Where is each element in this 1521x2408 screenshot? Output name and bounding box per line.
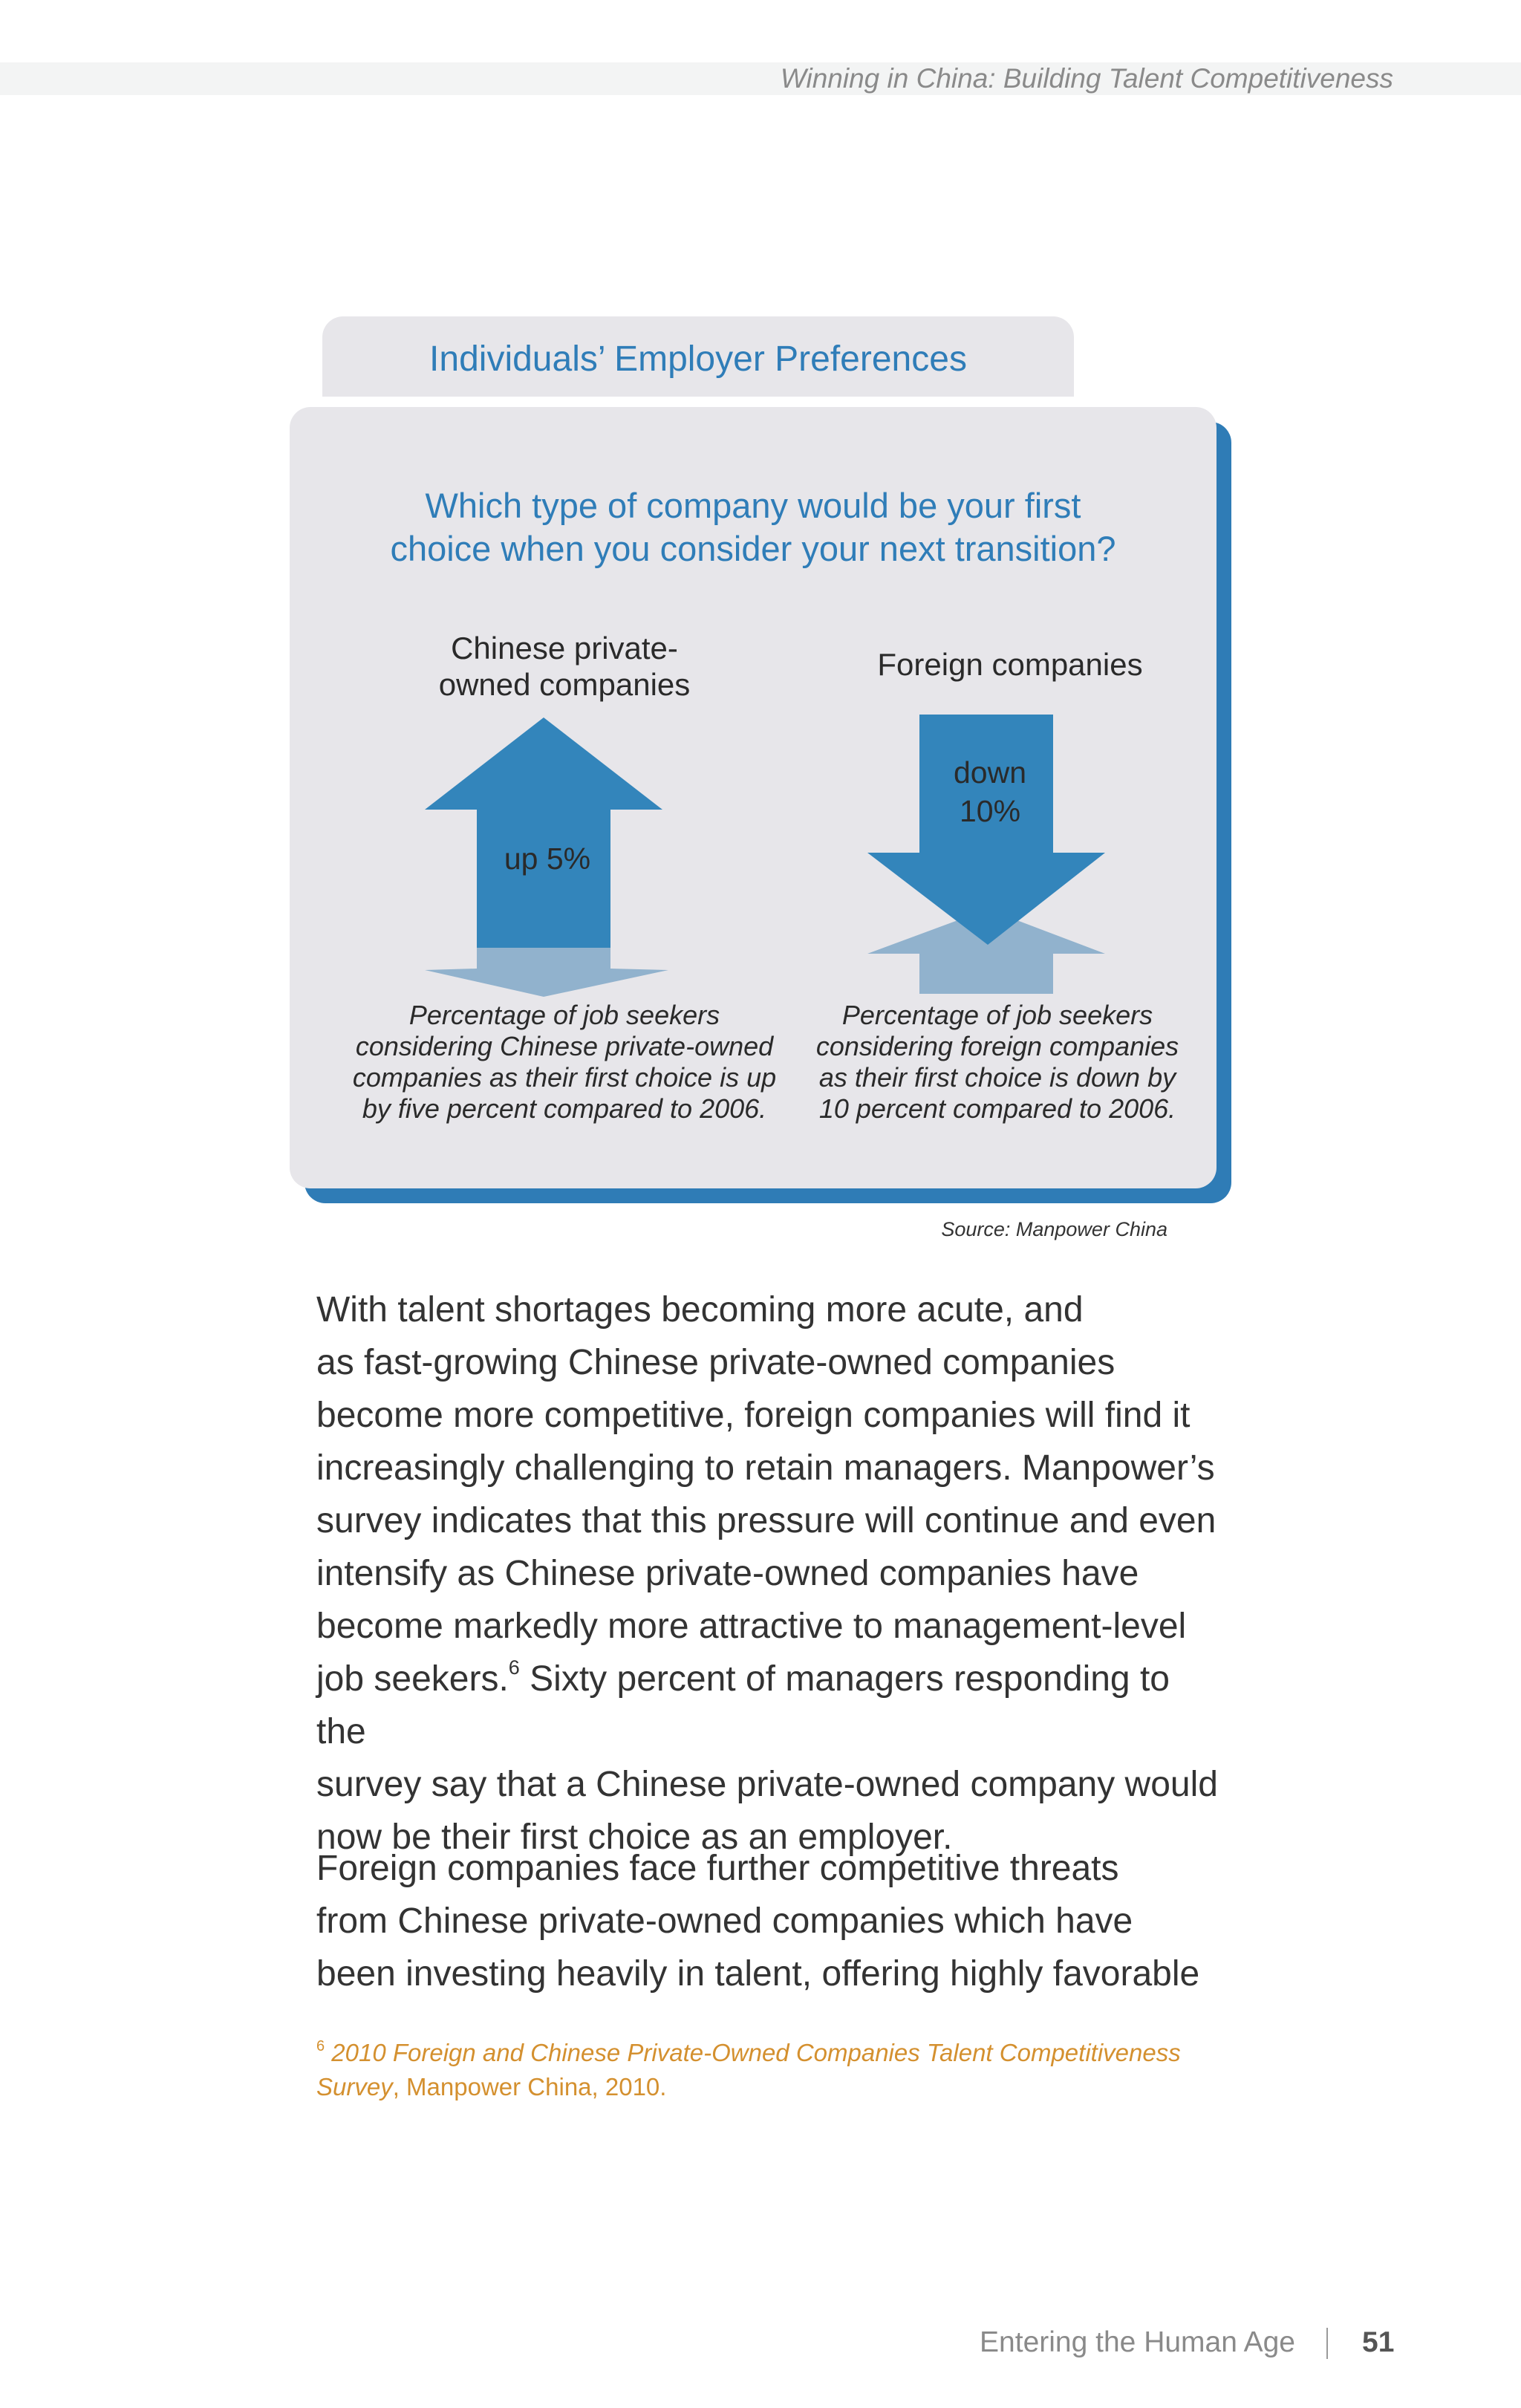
running-header: Winning in China: Building Talent Competitiveness	[780, 63, 1393, 94]
body-paragraph-1	[316, 1283, 1222, 1864]
panel-tab	[322, 316, 1074, 397]
body-line: increasingly challenging to retain managers. Manpower’s	[316, 1448, 1215, 1488]
title-line: owned companies	[438, 667, 691, 702]
down-arrow-label	[905, 753, 1075, 830]
caption-line: considering Chinese private-owned	[355, 1031, 774, 1061]
body-line: survey indicates that this pressure will continue and even	[316, 1501, 1217, 1540]
foreign-companies-title: Foreign companies	[877, 647, 1143, 682]
caption-line: as their first choice is down by	[818, 1062, 1176, 1093]
caption-line: Percentage of job seekers	[408, 1000, 720, 1030]
survey-question	[290, 484, 1217, 570]
chinese-companies-title	[386, 630, 743, 703]
footnote-title-end: Survey	[316, 2073, 393, 2101]
footnote	[316, 2036, 1222, 2104]
down-label-line: 10%	[959, 794, 1021, 828]
employer-preferences-panel	[290, 407, 1217, 1188]
body-fragment: job seekers.	[316, 1659, 509, 1699]
body-line	[316, 1653, 1222, 1758]
panel-title: Individuals’ Employer Preferences	[429, 339, 967, 379]
footnote-title: 2010 Foreign and Chinese Private-Owned Companies Talent Competitiveness	[325, 2039, 1181, 2066]
caption-line: by five percent compared to 2006.	[362, 1093, 767, 1124]
caption-line: Percentage of job seekers	[841, 1000, 1153, 1030]
up-arrow-shape	[425, 717, 662, 948]
body-line: With talent shortages becoming more acute, and	[316, 1290, 1084, 1330]
title-line: Chinese private-	[451, 631, 678, 666]
footnote-marker: 6	[316, 2038, 325, 2054]
body-line: become more competitive, foreign companies will find it	[316, 1396, 1191, 1435]
body-line: become markedly more attractive to management-level	[316, 1607, 1187, 1646]
body-line: survey say that a Chinese private-owned company would	[316, 1765, 1218, 1804]
chinese-companies-caption	[319, 1000, 810, 1125]
caption-line: considering foreign companies	[815, 1031, 1179, 1061]
question-line: Which type of company would be your first	[425, 486, 1081, 525]
footnote-publisher: , Manpower China, 2010.	[392, 2073, 667, 2101]
up-arrow-reflection	[425, 948, 668, 997]
body-line: intensify as Chinese private-owned companies have	[316, 1554, 1139, 1593]
up-arrow-label: up 5%	[504, 842, 591, 876]
foreign-companies-caption	[750, 1000, 1245, 1125]
down-label-line: down	[953, 755, 1026, 790]
caption-line: 10 percent compared to 2006.	[818, 1093, 1176, 1124]
caption-line: companies as their first choice is up	[352, 1062, 777, 1093]
body-line: Foreign companies face further competitive threats	[316, 1849, 1119, 1888]
body-line: now be their first choice as an employer.	[316, 1818, 953, 1857]
page-number: 51	[1362, 2326, 1395, 2358]
footer-divider	[1326, 2328, 1328, 2359]
source-note: Source: Manpower China	[941, 1218, 1167, 1240]
footnote-line	[316, 2036, 1222, 2070]
footnote-line	[316, 2070, 1222, 2104]
footnote-reference[interactable]: 6	[508, 1656, 520, 1679]
body-line: been investing heavily in talent, offering highly favorable	[316, 1954, 1200, 1994]
body-line: as fast-growing Chinese private-owned companies	[316, 1343, 1115, 1382]
body-line: from Chinese private-owned companies which have	[316, 1901, 1133, 1941]
body-fragment: Sixty percent of managers responding to the	[316, 1659, 1170, 1751]
question-line: choice when you consider your next transition?	[390, 529, 1116, 568]
body-paragraph-2	[316, 1842, 1222, 2000]
footer-title: Entering the Human Age	[980, 2326, 1295, 2358]
